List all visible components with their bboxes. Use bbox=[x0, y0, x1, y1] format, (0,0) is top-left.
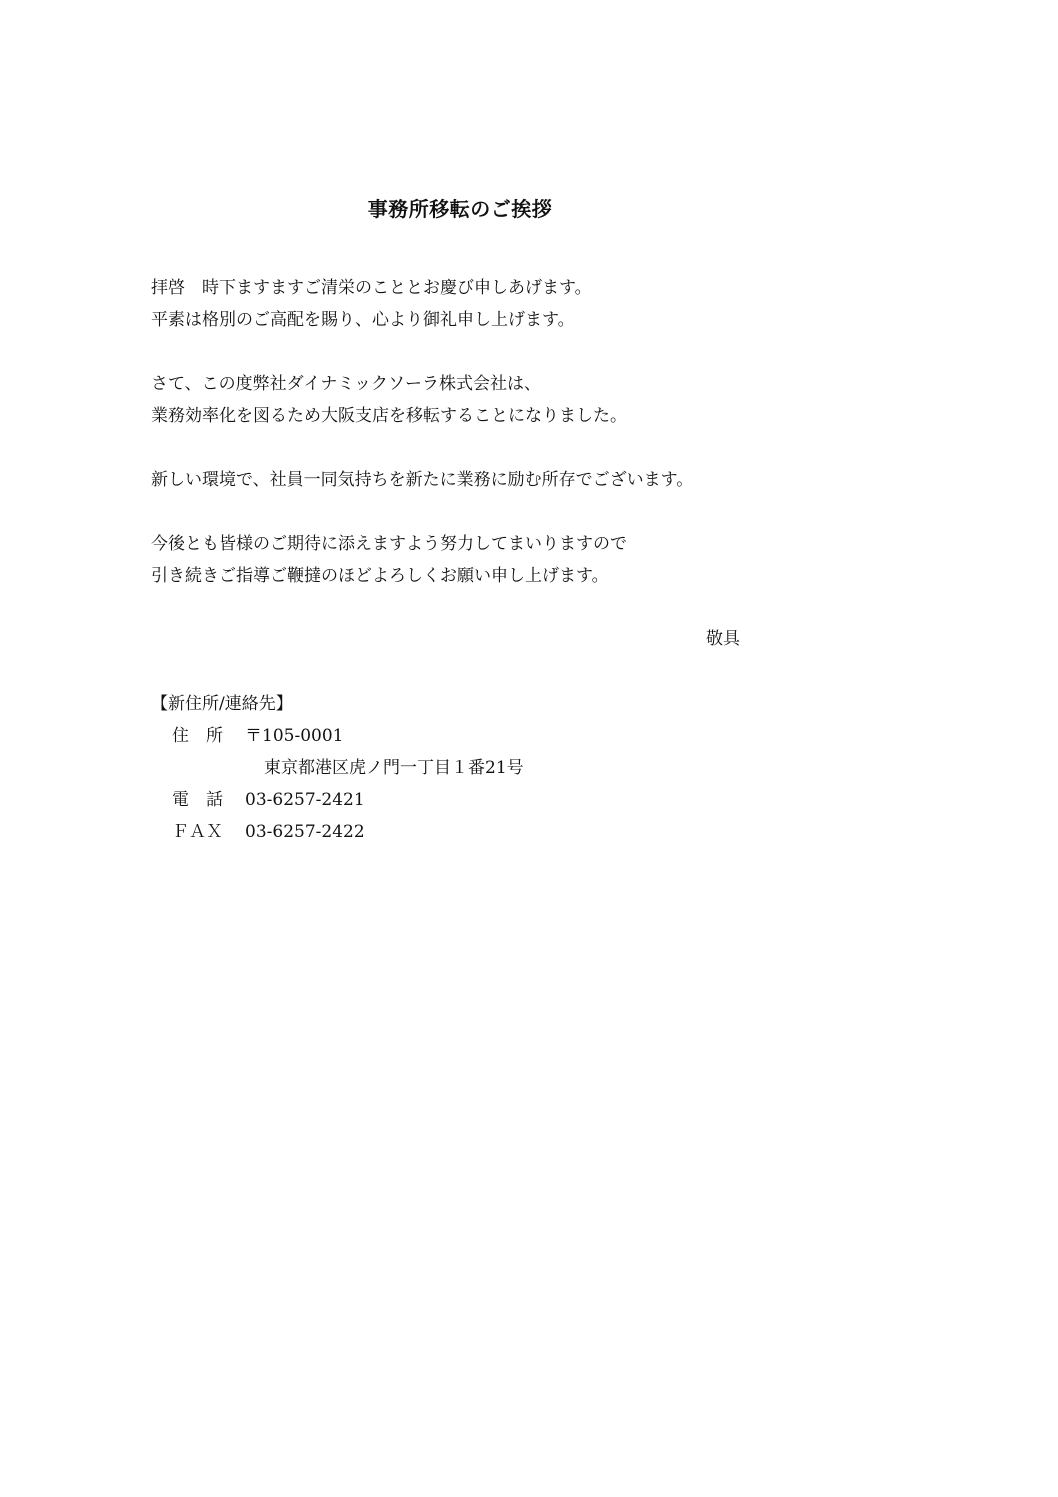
closing-phrase: 敬具 bbox=[706, 629, 740, 649]
address-value: 東京都港区虎ノ門一丁目１番21号 bbox=[264, 758, 524, 778]
postal-code: 〒105-0001 bbox=[245, 726, 344, 746]
document-title: 事務所移転のご挨拶 bbox=[367, 197, 553, 221]
phone-number: 03-6257-2421 bbox=[245, 790, 365, 810]
greeting-line-1: 拝啓 時下ますますご清栄のこととお慶び申しあげます。 bbox=[151, 278, 592, 298]
phone-label: 電 話 bbox=[172, 790, 223, 810]
announcement-line-2: 業務効率化を図るため大阪支店を移転することになりました。 bbox=[151, 406, 627, 426]
fax-label: ＦＡＸ bbox=[172, 822, 223, 842]
request-line-1: 今後とも皆様のご期待に添えますよう努力してまいりますので bbox=[151, 534, 627, 554]
request-line-2: 引き続きご指導ご鞭撻のほどよろしくお願い申し上げます。 bbox=[151, 566, 609, 586]
contact-heading: 【新住所/連絡先】 bbox=[151, 694, 293, 714]
announcement-line-1: さて、この度弊社ダイナミックソーラ株式会社は、 bbox=[151, 374, 541, 394]
fax-number: 03-6257-2422 bbox=[245, 822, 365, 842]
greeting-line-2: 平素は格別のご高配を賜り、心より御礼申し上げます。 bbox=[151, 310, 575, 330]
address-label: 住 所 bbox=[172, 726, 223, 746]
commitment-line: 新しい環境で、社員一同気持ちを新たに業務に励む所存でございます。 bbox=[151, 470, 694, 490]
